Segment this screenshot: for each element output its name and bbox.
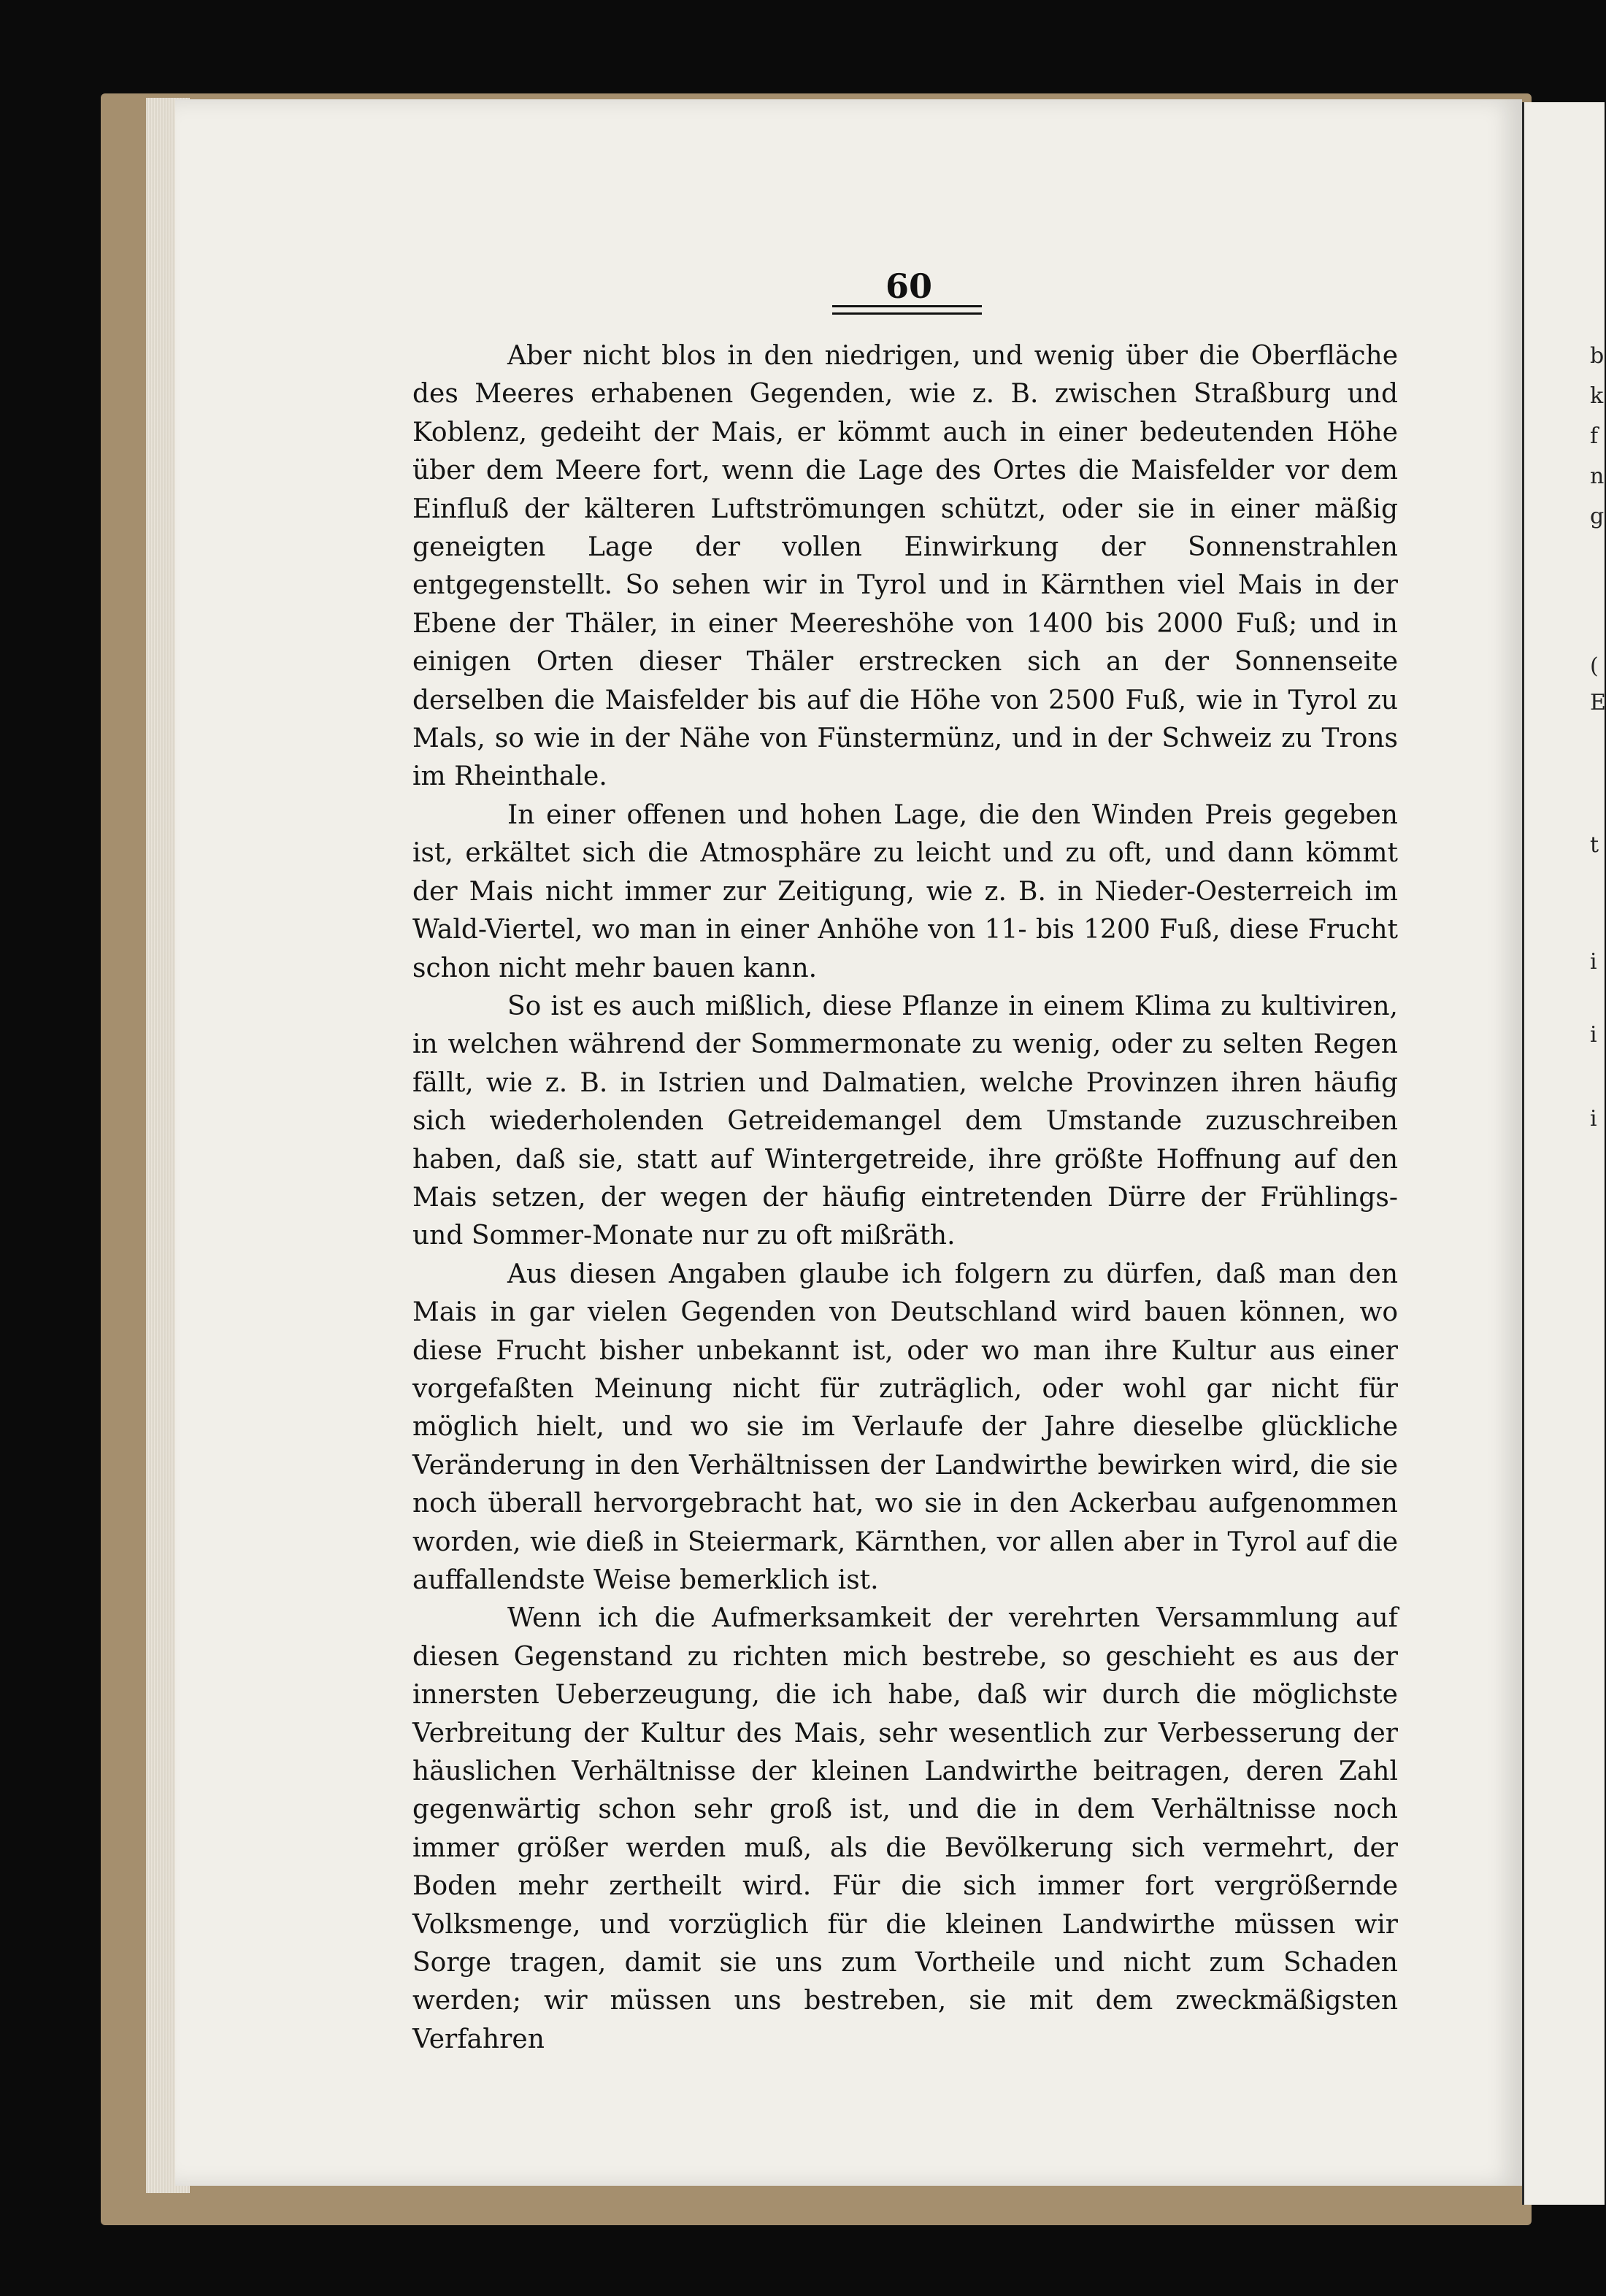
paragraph: Wenn ich die Aufmerksamkeit der verehrten Versammlung auf diesen Gegenstand zu richten mich bestrebe, so geschieht es aus der innersten Ueberzeugung, die ich habe, daß wir durch die möglichste Verbreitung der Kultur des Mais, sehr wesentlich zur Verbesserung der häuslichen Verhältnisse der kleinen Landwirthe beitragen, deren Zahl gegenwärtig schon sehr groß ist, und die in dem Verhältnisse noch immer größer werden muß, als die Bevölkerung sich vermehrt, der Boden mehr zertheilt wird. Für die sich immer fort vergrößernde Volksmenge, und vorzüglich für die kleinen Landwirthe müssen wir Sorge tragen, damit sie uns zum Vortheile und nicht zum Schaden werden; wir müssen uns bestreben, sie mit dem zweckmäßigsten Verfahren	[412, 1603, 1398, 2054]
facing-page-fragment: g	[1590, 504, 1605, 529]
paragraph: Aus diesen Angaben glaube ich folgern zu dürfen, daß man den Mais in gar vielen Gegenden von Deutschland wird bauen können, wo diese Frucht bisher unbekannt ist, oder wo man ihre Kultur aus einer vorgefaßten Meinung nicht für zuträglich, oder wohl gar nicht für möglich hielt, und wo sie im Verlaufe der Jahre dieselbe glückliche Veränderung in den Verhältnissen der Landwirthe bewirken wird, die sie noch überall hervorgebracht hat, wo sie in den Ackerbau aufgenommen worden, wie dieß in Steiermark, Kärnthen, vor allen aber in Tyrol auf die auffallendste Weise bemerklich ist.	[412, 1259, 1398, 1595]
facing-page-fragment: i	[1590, 949, 1597, 975]
facing-page-fragment: E	[1590, 690, 1606, 715]
facing-page-fragment: k	[1590, 383, 1604, 409]
facing-page-fragment: i	[1590, 1106, 1597, 1132]
page-number: 60	[885, 266, 932, 306]
paragraph: Aber nicht blos in den niedrigen, und wenig über die Oberfläche des Meeres erhabenen Gegenden, wie z. B. zwischen Straßburg und Koblenz, gedeiht der Mais, er kömmt auch in einer bedeutenden Höhe über dem Meere fort, wenn die Lage des Ortes die Maisfelder vor dem Einfluß der kälteren Luftströmungen schützt, oder sie in einer mäßig geneigten Lage der vollen Einwirkung der Sonnenstrahlen entgegenstellt. So sehen wir in Tyrol und in Kärnthen viel Mais in der Ebene der Thäler, in einer Meereshöhe von 1400 bis 2000 Fuß; und in einigen Orten dieser Thäler erstrecken sich an der Sonnenseite derselben die Maisfelder bis auf die Höhe von 2500 Fuß, wie in Tyrol zu Mals, so wie in der Nähe von Fünstermünz, und in der Schweiz zu Trons im Rheinthale.	[412, 341, 1398, 792]
paragraph: So ist es auch mißlich, diese Pflanze in einem Klima zu kultiviren, in welchen während der Sommermonate zu wenig, oder zu selten Regen fällt, wie z. B. in Istrien und Dalmatien, welche Provinzen ihren häufig sich wiederholenden Getreidemangel dem Umstande zuzuschreiben haben, daß sie, statt auf Wintergetreide, ihre größte Hoffnung auf den Mais setzen, der wegen der häufig eintretenden Dürre der Frühlings- und Sommer-Monate nur zu oft mißräth.	[412, 991, 1398, 1251]
header-rule	[832, 312, 982, 315]
facing-page-fragment: b	[1590, 343, 1605, 369]
paragraph: In einer offenen und hohen Lage, die den Winden Preis gegeben ist, erkältet sich die Atmosphäre zu leicht und zu oft, und dann kömmt der Mais nicht immer zur Zeitigung, wie z. B. in Nieder-Oesterreich im Wald-Viertel, wo man in einer Anhöhe von 11- bis 1200 Fuß, diese Frucht schon nicht mehr bauen kann.	[412, 799, 1398, 983]
facing-page-fragment: n	[1590, 464, 1605, 489]
facing-page-fragment: f	[1590, 423, 1599, 449]
body-text	[412, 337, 1398, 2059]
facing-page-fragment: (	[1590, 653, 1599, 679]
facing-page-fragment: t	[1590, 832, 1599, 858]
header-rule	[832, 305, 982, 307]
facing-page-fragment: i	[1590, 1022, 1597, 1048]
facing-page	[1522, 102, 1605, 2205]
